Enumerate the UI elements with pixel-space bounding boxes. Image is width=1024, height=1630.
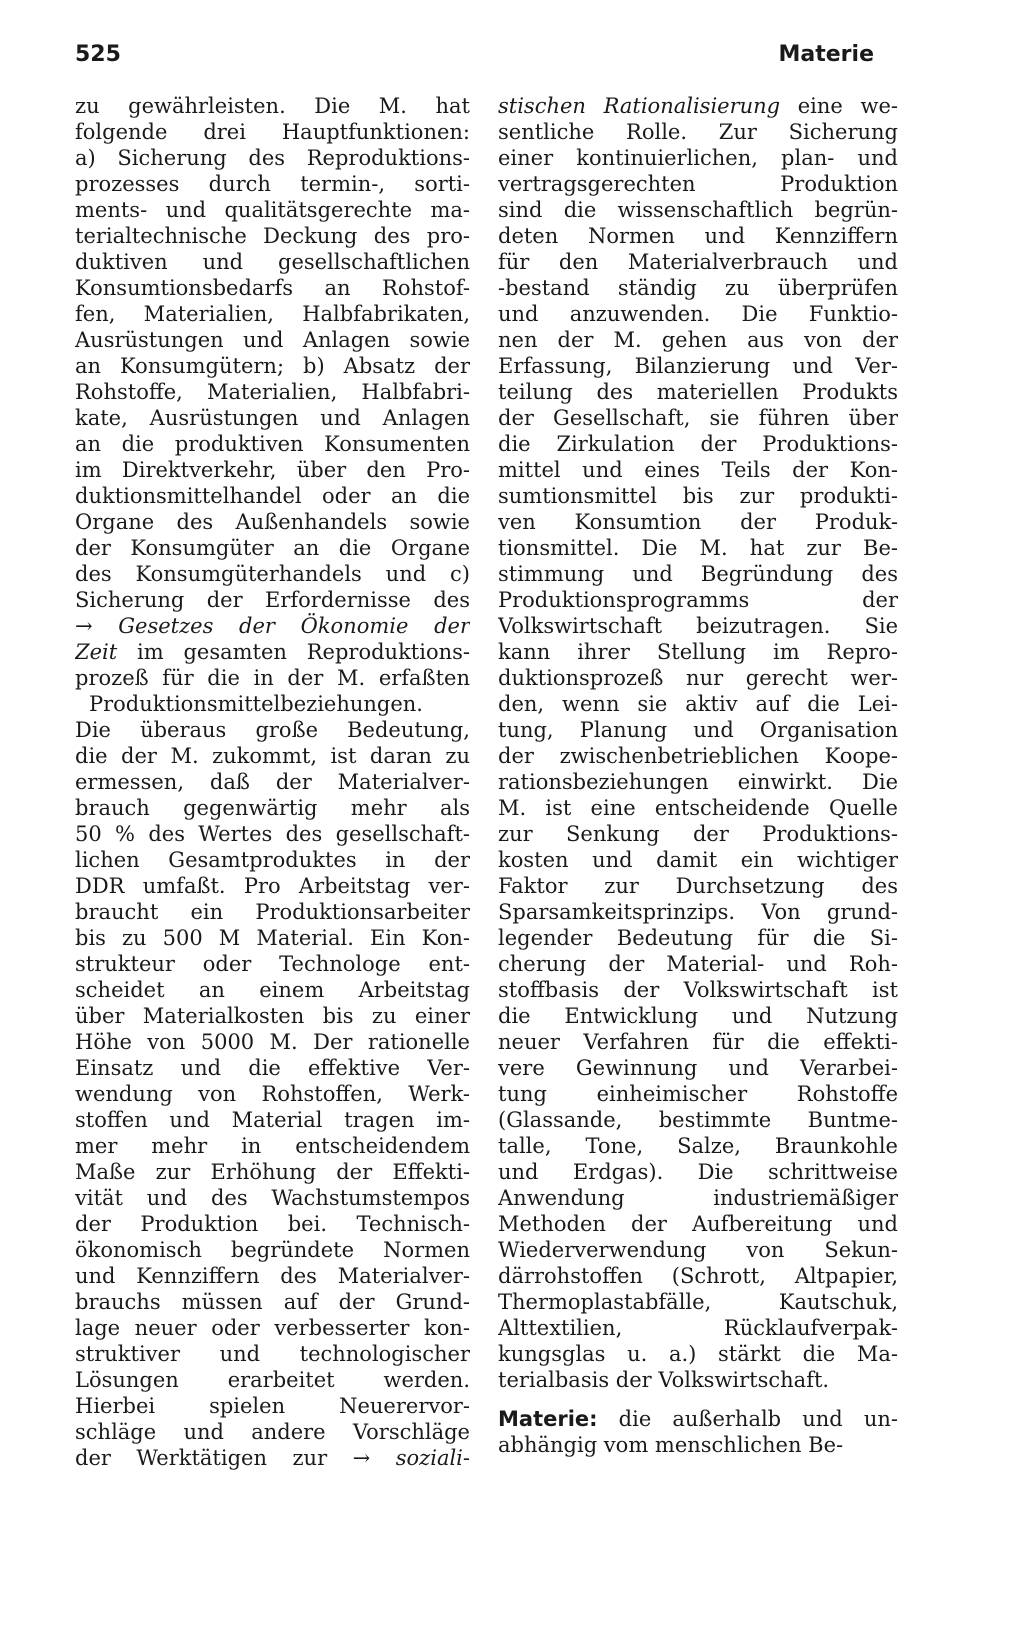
text-line [75,405,470,431]
line-text: ökonomisch begründete Normen [75,1238,470,1262]
text-line [498,353,898,379]
text-line [75,795,470,821]
line-text: tung einheimischer Rohstoffe [498,1082,898,1106]
text-line [498,483,898,509]
text-line [498,1185,898,1211]
line-text: sentliche Rolle. Zur Sicherung [498,120,898,144]
text-line [75,145,470,171]
line-text: Produktionsmittelbeziehungen. [89,692,423,716]
line-text: -bestand ständig zu überprüfen [498,276,898,300]
running-head: Materie [778,42,874,67]
line-text: Lösungen erarbeitet werden. [75,1368,470,1392]
text-line [498,1133,898,1159]
text-line [75,847,470,873]
text-line [498,1003,898,1029]
text-line [75,327,470,353]
line-text: (Glassande, bestimmte Buntme- [498,1108,898,1132]
cross-reference-term: Zeit [75,640,118,664]
text-line [498,119,898,145]
paragraph-gap [498,1393,898,1406]
text-line [498,847,898,873]
line-text: wendung von Rohstoffen, Werk- [75,1082,470,1106]
text-line [498,457,898,483]
text-line [75,1211,470,1237]
line-text: Faktor zur Durchsetzung des [498,874,898,898]
line-text: Sicherung der Erfordernisse des [75,588,470,612]
text-line [75,301,470,327]
line-text: Anwendung industriemäßiger [498,1186,898,1210]
text-line [75,431,470,457]
text-line [75,119,470,145]
text-line [75,483,470,509]
cross-reference-term: stischen Rationalisierung [498,94,781,118]
line-text: cherung der Material- und Roh- [498,952,898,976]
line-text: Einsatz und die effektive Ver- [75,1056,470,1080]
line-text: terialtechnische Deckung des pro- [75,224,470,248]
text-line [498,639,898,665]
line-text: tung, Planung und Organisation [498,718,898,742]
cross-reference-arrow: → [75,614,93,638]
line-text: a) Sicherung des Reproduktions- [75,146,470,170]
line-text: im Direktverkehr, über den Pro- [75,458,470,482]
line-text: einer kontinuierlichen, plan- und [498,146,898,170]
line-text: die Zirkulation der Produktions- [498,432,898,456]
line-text: därrohstoffen (Schrott, Altpapier, [498,1264,898,1288]
line-text: tionsmittel. Die M. hat zur Be- [498,536,898,560]
text-line [498,223,898,249]
line-text: lichen Gesamtproduktes in der [75,848,470,872]
text-line [75,1419,470,1445]
text-line [75,509,470,535]
line-text: mittel und eines Teils der Kon- [498,458,898,482]
line-text: prozesses durch termin-, sorti- [75,172,470,196]
text-line [75,1445,470,1471]
line-text: die der M. zukommt, ist daran zu [75,744,470,768]
text-line [75,821,470,847]
line-text: duktionsmittelhandel oder an die [75,484,470,508]
line-text: folgende drei Hauptfunktionen: [75,120,470,144]
text-line [498,1432,898,1458]
text-line [75,925,470,951]
text-line [498,1315,898,1341]
text-line [75,977,470,1003]
text-line [75,665,470,691]
line-text: der Konsumgüter an die Organe [75,536,470,560]
text-line [498,1029,898,1055]
line-text: eine we- [780,94,898,118]
text-line [75,535,470,561]
text-line [498,613,898,639]
line-text: deten Normen und Kennziffern [498,224,898,248]
line-text: lage neuer oder verbesserter kon- [75,1316,470,1340]
line-text: Die überaus große Bedeutung, [75,718,470,742]
text-line [498,587,898,613]
cross-reference-term: soziali- [395,1446,470,1470]
lemma-headword: Materie: [498,1407,598,1431]
text-line [498,1159,898,1185]
left-column [75,93,470,1471]
line-text: ments- und qualitätsgerechte ma- [75,198,470,222]
line-text: duktiven und gesellschaftlichen [75,250,470,274]
line-text: stimmung und Begründung des [498,562,898,586]
text-line [498,717,898,743]
line-text: und Kennziffern des Materialver- [75,1264,470,1288]
text-line [75,587,470,613]
text-line [498,743,898,769]
line-text: der Werktätigen zur [75,1446,353,1470]
text-line [75,951,470,977]
text-line [498,925,898,951]
line-text: Höhe von 5000 M. Der rationelle [75,1030,470,1054]
text-line [75,353,470,379]
line-text: über Materialkosten bis zu einer [75,1004,470,1028]
text-line [75,769,470,795]
text-line [498,93,898,119]
text-line [498,431,898,457]
text-line [498,1367,898,1393]
text-line [75,1289,470,1315]
line-text: Volkswirtschaft beizutragen. Sie [498,614,898,638]
line-text: brauchs müssen auf der Grund- [75,1290,470,1314]
line-text: die Entwicklung und Nutzung [498,1004,898,1028]
line-text: kungsglas u. a.) stärkt die Ma- [498,1342,898,1366]
line-text: Produktionsprogramms der [498,588,898,612]
text-line [498,1211,898,1237]
text-line [498,665,898,691]
text-line [75,1107,470,1133]
line-text: legender Bedeutung für die Si- [498,926,898,950]
text-line [75,743,470,769]
line-text: prozeß für die in der M. erfaßten [75,666,470,690]
text-line [75,1055,470,1081]
line-text: sumtionsmittel bis zur produkti- [498,484,898,508]
text-line [75,1029,470,1055]
text-line [498,301,898,327]
line-text: vertragsgerechten Produktion [498,172,898,196]
line-text: zu gewährleisten. Die M. hat [75,94,470,118]
line-text: stoffen und Material tragen im- [75,1108,470,1132]
text-line [498,1263,898,1289]
line-text: fen, Materialien, Halbfabrikaten, [75,302,470,326]
line-text: Rohstoffe, Materialien, Halbfabri- [75,380,470,404]
text-line [75,1237,470,1263]
line-text: DDR umfaßt. Pro Arbeitstag ver- [75,874,470,898]
text-line [498,275,898,301]
line-text: 50 % des Wertes des gesellschaft- [75,822,470,846]
text-line [498,1289,898,1315]
line-text: Konsumtionsbedarfs an Rohstof- [75,276,470,300]
line-text: den, wenn sie aktiv auf die Lei- [498,692,898,716]
line-text: ven Konsumtion der Produk- [498,510,898,534]
text-line [75,1367,470,1393]
page-number: 525 [75,42,121,67]
line-text: Erfassung, Bilanzierung und Ver- [498,354,898,378]
text-line [498,1237,898,1263]
text-line [498,899,898,925]
line-text: Organe des Außenhandels sowie [75,510,470,534]
text-line [75,93,470,119]
line-text: mer mehr in entscheidendem [75,1134,470,1158]
line-text: der Produktion bei. Technisch- [75,1212,470,1236]
line-text: an die produktiven Konsumenten [75,432,470,456]
line-text: kosten und damit ein wichtiger [498,848,898,872]
line-text: zur Senkung der Produktions- [498,822,898,846]
line-text: Hierbei spielen Neuerervor- [75,1394,470,1418]
text-line [75,1159,470,1185]
text-line [498,1406,898,1432]
text-line [498,769,898,795]
line-text: an Konsumgütern; b) Absatz der [75,354,470,378]
line-text: sind die wissenschaftlich begrün- [498,198,898,222]
text-line [498,1081,898,1107]
text-line [75,275,470,301]
text-line [75,717,470,743]
text-line [498,1055,898,1081]
line-text: und anzuwenden. Die Funktio- [498,302,898,326]
text-line [498,145,898,171]
line-text: kann ihrer Stellung im Repro- [498,640,898,664]
text-line [75,1263,470,1289]
text-line [498,197,898,223]
line-text: teilung des materiellen Produkts [498,380,898,404]
text-line [75,1341,470,1367]
line-text: Maße zur Erhöhung der Effekti- [75,1160,470,1184]
line-text: Methoden der Aufbereitung und [498,1212,898,1236]
text-line [498,821,898,847]
text-line [498,1341,898,1367]
text-line [498,379,898,405]
line-text: rationsbeziehungen einwirkt. Die [498,770,898,794]
line-text: neuer Verfahren für die effekti- [498,1030,898,1054]
line-text: Alttextilien, Rücklaufverpak- [498,1316,898,1340]
text-line [498,977,898,1003]
text-line [75,249,470,275]
cross-reference-arrow: → [352,1446,371,1470]
line-text: talle, Tone, Salze, Braunkohle [498,1134,898,1158]
text-line [498,249,898,275]
text-line [75,639,470,665]
line-text: für den Materialverbrauch und [498,250,898,274]
line-text: M. ist eine entscheidende Quelle [498,796,898,820]
line-text: brauch gegenwärtig mehr als [75,796,470,820]
right-column [498,93,898,1458]
text-line [75,457,470,483]
text-line [498,405,898,431]
line-text: stoffbasis der Volkswirtschaft ist [498,978,898,1002]
text-line [75,873,470,899]
text-line [498,795,898,821]
line-text: Sparsamkeitsprinzips. Von grund- [498,900,898,924]
text-line [498,327,898,353]
text-line [498,691,898,717]
text-line [75,1315,470,1341]
line-text: ermessen, daß der Materialver- [75,770,470,794]
line-text: der zwischenbetrieblichen Koope- [498,744,898,768]
text-line [498,535,898,561]
text-line [75,197,470,223]
text-line [75,561,470,587]
text-line [75,1133,470,1159]
line-text: strukteur oder Technologe ent- [75,952,470,976]
text-line [75,1185,470,1211]
line-text: kate, Ausrüstungen und Anlagen [75,406,470,430]
line-text: Ausrüstungen und Anlagen sowie [75,328,470,352]
line-text: bis zu 500 M Material. Ein Kon- [75,926,470,950]
text-line [498,171,898,197]
line-text: scheidet an einem Arbeitstag [75,978,470,1002]
text-line [498,1107,898,1133]
line-text: der Gesellschaft, sie führen über [498,406,898,430]
text-line [75,171,470,197]
text-line [75,613,470,639]
line-text: braucht ein Produktionsarbeiter [75,900,470,924]
line-text: struktiver und technologischer [75,1342,470,1366]
text-line [498,951,898,977]
line-text: abhängig vom menschlichen Be- [498,1433,844,1457]
line-text: im gesamten Reproduktions- [117,640,470,664]
text-line [75,379,470,405]
text-line [75,1003,470,1029]
text-line [75,1081,470,1107]
text-line [75,1393,470,1419]
text-line [498,561,898,587]
line-text: terialbasis der Volkswirtschaft. [498,1368,830,1392]
line-text: schläge und andere Vorschläge [75,1420,470,1444]
text-line [498,509,898,535]
line-text: vität und des Wachstumstempos [75,1186,470,1210]
line-text: des Konsumgüterhandels und c) [75,562,470,586]
text-line [75,691,470,717]
line-text: vere Gewinnung und Verarbei- [498,1056,898,1080]
cross-reference-term: Gesetzes der Ökonomie der [118,614,470,638]
line-text: Wiederverwendung von Sekun- [498,1238,898,1262]
line-text: und Erdgas). Die schrittweise [498,1160,898,1184]
text-line [498,873,898,899]
line-text: Thermoplastabfälle, Kautschuk, [498,1290,898,1314]
line-text: die außerhalb und un- [597,1407,898,1431]
line-text: duktionsprozeß nur gerecht wer- [498,666,898,690]
text-line [75,223,470,249]
line-text: nen der M. gehen aus von der [498,328,898,352]
text-line [75,899,470,925]
